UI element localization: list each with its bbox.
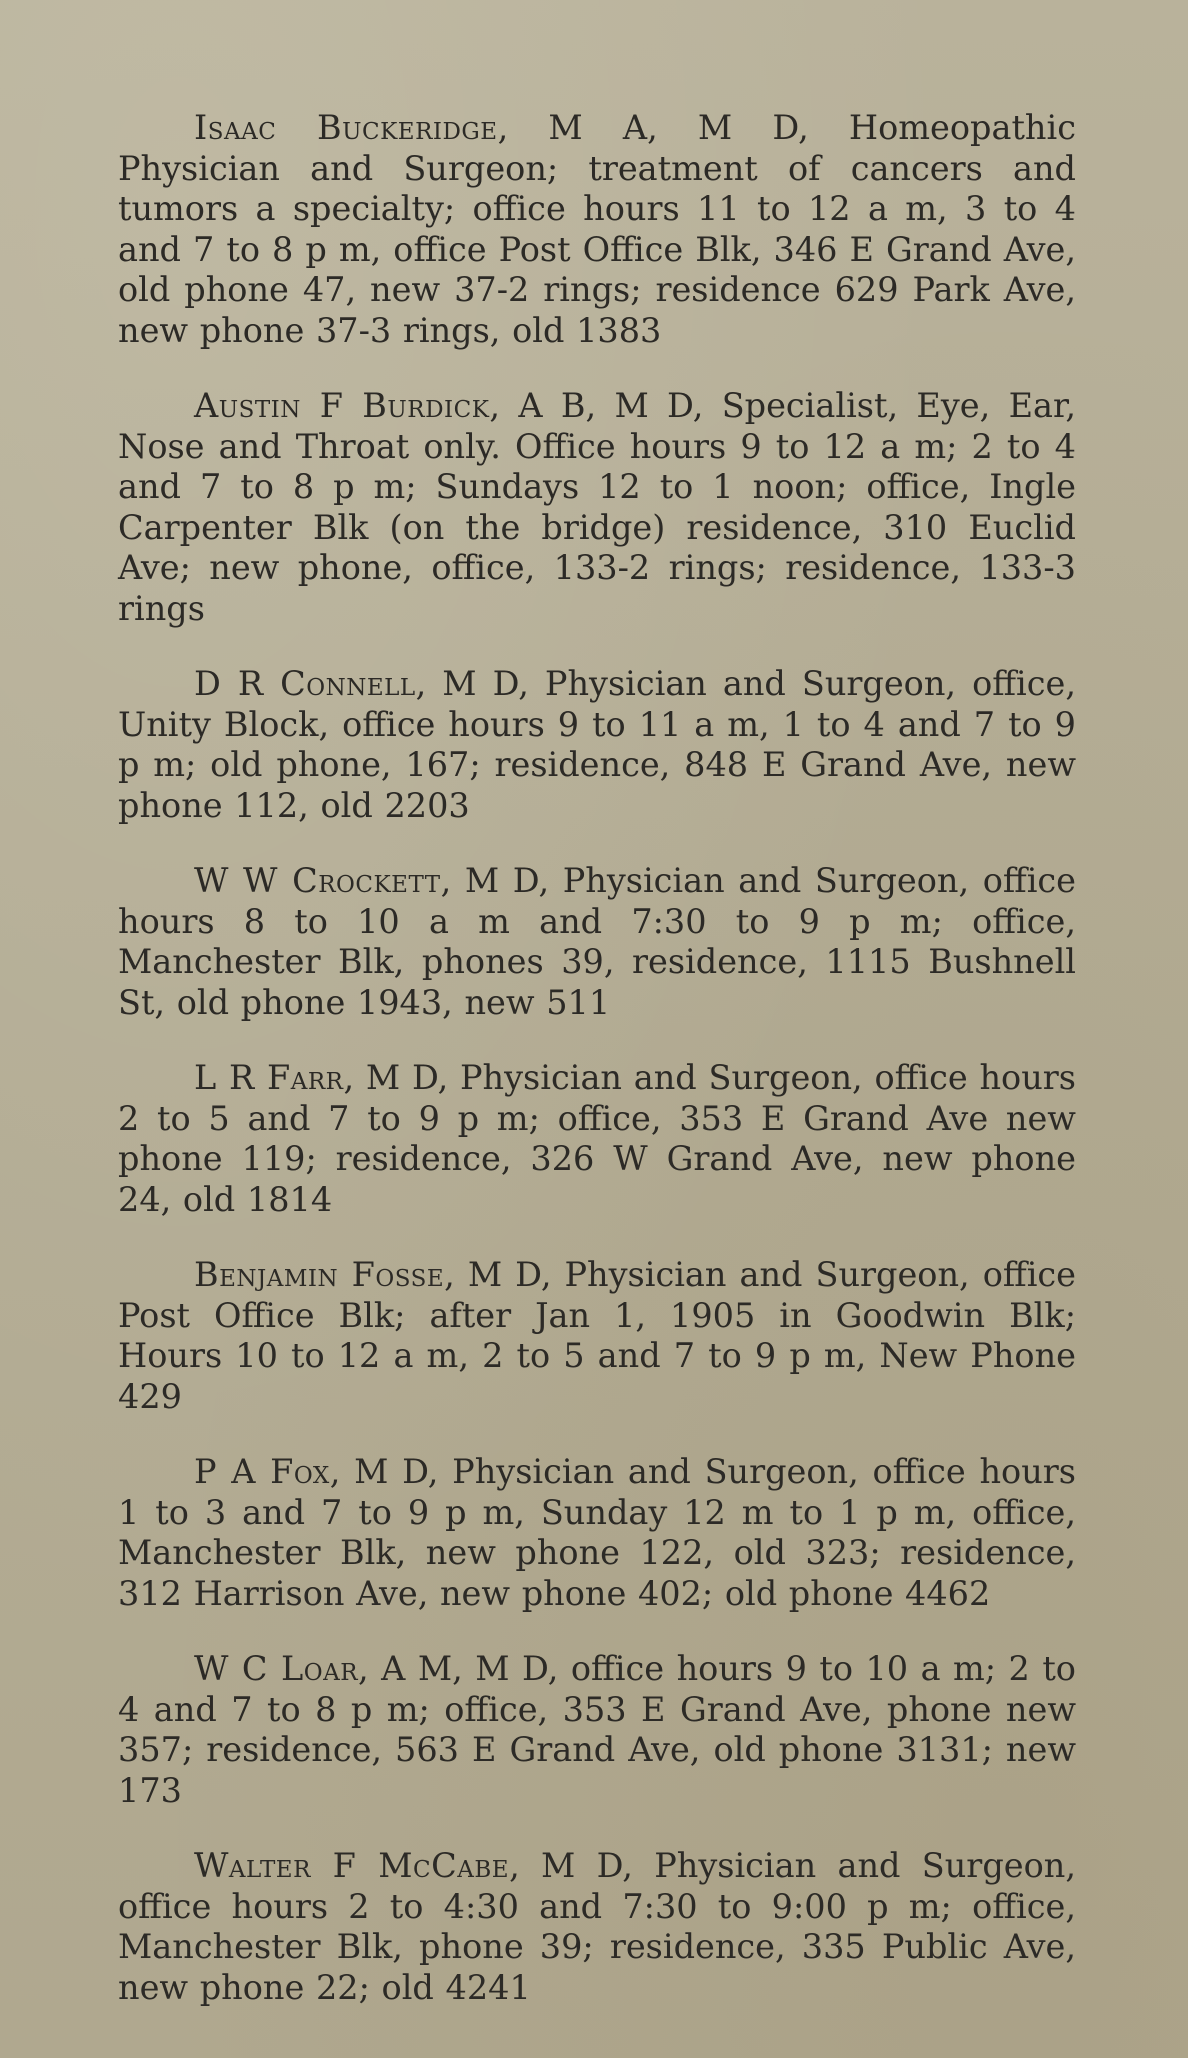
listing-entry	[118, 386, 1076, 629]
physician-name: L R Farr	[194, 1058, 344, 1097]
physician-name: Walter F McCabe	[194, 1846, 510, 1885]
listing-entry	[118, 664, 1076, 826]
listing-details: , A B, M D, Specialist, Eye, Ear, Nose and Throat only. Office hours 9 to 12 a m; 2 to 4 and 7 to 8 p m; Sundays 12 to 1 noon; office, Ingle Carpenter Blk (on the bridge) residence, 310 Euclid Ave; new phone, office, 133-2 rings; residence, 133-3 rings	[118, 386, 1076, 628]
listing-details: , A M, M D, office hours 9 to 10 a m; 2 to 4 and 7 to 8 p m; office, 353 E Grand Ave, phone new 357; residence, 563 E Grand Ave, old phone 3131; new 173	[118, 1649, 1076, 1810]
listing-entry	[118, 861, 1076, 1023]
listing-entry	[118, 1452, 1076, 1614]
physician-name: W C Loar	[194, 1649, 359, 1688]
physician-name: W W Crockett	[194, 861, 441, 900]
listing-details: , M D, Physician and Surgeon, office hours 8 to 10 a m and 7:30 to 9 p m; office, Manchester Blk, phones 39, residence, 1115 Bushnell St, old phone 1943, new 511	[118, 861, 1076, 1022]
physician-name: Benjamin Fosse	[194, 1255, 445, 1294]
listing-details: , M D, Physician and Surgeon, office hours 2 to 5 and 7 to 9 p m; office, 353 E Grand Ave new phone 119; residence, 326 W Grand Ave, new phone 24, old 1814	[118, 1058, 1077, 1219]
listing-details: , M D, Physician and Surgeon, office, Unity Block, office hours 9 to 11 a m, 1 to 4 and 7 to 9 p m; old phone, 167; residence, 848 E Grand Ave, new phone 112, old 2203	[118, 664, 1076, 825]
physician-name: Isaac Buckeridge	[194, 108, 498, 147]
physician-listing	[118, 108, 1076, 2008]
listing-entry	[118, 108, 1076, 351]
listing-entry	[118, 1058, 1076, 1220]
listing-details: , M D, Physician and Surgeon, office hours 1 to 3 and 7 to 9 p m, Sunday 12 m to 1 p m, office, Manchester Blk, new phone 122, old 323; residence, 312 Harrison Ave, new phone 402; old phone 4462	[118, 1452, 1077, 1613]
physician-name: Austin F Burdick	[194, 386, 490, 425]
listing-entry	[118, 1649, 1076, 1811]
listing-entry	[118, 1846, 1076, 2008]
physician-name: D R Connell	[194, 664, 416, 703]
listing-entry	[118, 1255, 1076, 1417]
listing-details: , M D, Physician and Surgeon, office Post Office Blk; after Jan 1, 1905 in Goodwin Blk; Hours 10 to 12 a m, 2 to 5 and 7 to 9 p m, New Phone 429	[118, 1255, 1076, 1416]
physician-name: P A Fox	[194, 1452, 330, 1491]
listing-details: , M A, M D, Homeopathic Physician and Surgeon; treatment of cancers and tumors a specialty; office hours 11 to 12 a m, 3 to 4 and 7 to 8 p m, office Post Office Blk, 346 E Grand Ave, old phone 47, new 37-2 rings; residence 629 Park Ave, new phone 37-3 rings, old 1383	[118, 108, 1076, 350]
listing-details: , M D, Physician and Surgeon, office hours 2 to 4:30 and 7:30 to 9:00 p m; office, Manchester Blk, phone 39; residence, 335 Public Ave, new phone 22; old 4241	[118, 1846, 1076, 2007]
